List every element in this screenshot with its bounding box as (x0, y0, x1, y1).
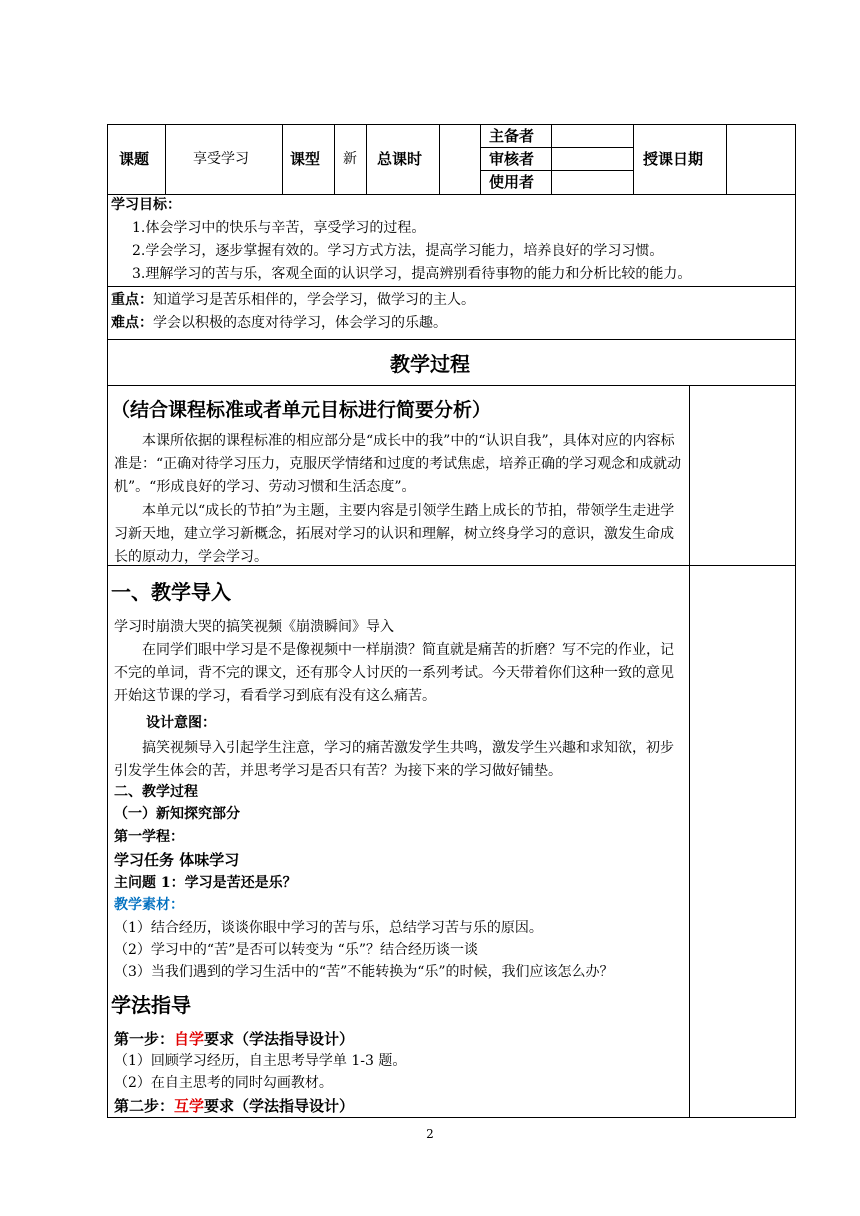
step-one-heading (114, 1028, 354, 1050)
grid-line (334, 124, 335, 194)
grid-line (366, 124, 367, 194)
main-question: 主问题 1：学习是苦还是乐？ (114, 875, 297, 891)
grid-line (107, 194, 796, 195)
material-label: 教学素材： (114, 897, 184, 913)
step-two-suffix: 要求（学法指导设计） (204, 1097, 355, 1115)
step-one-item: （1）回顾学习经历，自主思考导学单 1-3 题。 (114, 1053, 407, 1069)
material-item: （1）结合经历，谈谈你眼中学习的苦与乐，总结学习苦与乐的原因。 (114, 920, 543, 936)
teaching-date-label: 授课日期 (643, 150, 704, 168)
table-border-bottom (107, 1117, 796, 1118)
grid-line (480, 170, 634, 171)
intro-line: 学习时崩溃大哭的搞笑视频《崩溃瞬间》导入 (114, 619, 394, 635)
user-label: 使用者 (489, 173, 535, 191)
objective-item: 2.学会学习，逐步掌握有效的。学习方式方法，提高学习能力，培养良好的学习习惯。 (132, 243, 664, 259)
design-intent-label: 设计意图： (146, 715, 216, 731)
difficulty-label: 难点： (111, 315, 153, 331)
type-label: 课型 (290, 150, 321, 168)
grid-line (480, 124, 481, 194)
grid-line (480, 147, 634, 148)
first-stage-heading: 第一学程： (114, 829, 184, 845)
new-knowledge-heading: （一）新知探究部分 (114, 806, 240, 822)
grid-line (439, 124, 440, 194)
page-number: 2 (426, 1127, 434, 1141)
reviewer-label: 审核者 (489, 150, 535, 168)
step-one-self-study: 自学 (174, 1030, 205, 1048)
analysis-paragraph-2: 本单元以“成长的节拍”为主题，主要内容是引领学生踏上成长的节拍，带领学生走进学习新天地，建立学习新概念，拓展对学习的认识和理解，树立终身学习的意识，激发生命成长的原动力，学会学习。 (114, 503, 675, 565)
intro-paragraph: 在同学们眼中学习是不是像视频中一样崩溃？简直就是痛苦的折磨？写不完的作业，记不完的单词，背不完的课文，还有那令人讨厌的一系列考试。今天带着你们这种一致的意见开始这节课的学习，看看学习到底有没有这么痛苦。 (114, 642, 674, 704)
difficulty-point (111, 313, 447, 333)
step-two-prefix: 第二步： (114, 1097, 175, 1115)
grid-line (633, 124, 634, 194)
grid-line (282, 124, 283, 194)
analysis-heading: （结合课程标准或者单元目标进行简要分析） (111, 399, 492, 421)
topic-label: 课题 (119, 150, 150, 168)
difficulty-text: 学会以积极的态度对待学习，体会学习的乐趣。 (153, 315, 447, 331)
grid-line (689, 385, 690, 1118)
step-one-item: （2）在自主思考的同时勾画教材。 (114, 1075, 333, 1091)
design-intent-paragraph: 搞笑视频导入引起学生注意，学习的痛苦激发学生共鸣，激发学生兴趣和求知欲，初步引发学生体会的苦，并思考学习是否只有苦？为接下来的学习做好铺垫。 (114, 740, 674, 779)
step-two-mutual-study: 互学 (174, 1097, 205, 1115)
process-title: 教学过程 (390, 352, 470, 376)
learning-task-heading: 学习任务 体味学习 (114, 851, 240, 869)
grid-line (107, 385, 796, 386)
analysis-paragraph-1: 本课所依据的课程标准的相应部分是“成长中的我”中的“认识自我”，具体对应的内容标准是：“正确对待学习压力，克服厌学情绪和过度的考试焦虑，培养正确的学习观念和成就动机”。“形成良好的学习、劳动习惯和生活态度”。 (114, 433, 682, 495)
table-border-top (107, 124, 796, 125)
type-value: 新 (343, 151, 357, 167)
study-guide-heading: 学法指导 (111, 993, 191, 1017)
intro-heading: 一、教学导入 (111, 580, 231, 604)
material-item: （3）当我们遇到的学习生活中的“苦”不能转换为“乐”的时候，我们应该怎么办？ (114, 964, 614, 980)
topic-value: 享受学习 (193, 151, 249, 167)
grid-line (726, 124, 727, 194)
objective-item: 3.理解学习的苦与乐，客观全面的认识学习，提高辨别看待事物的能力和分析比较的能力。 (132, 266, 692, 282)
material-item: （2）学习中的“苦”是否可以转变为 “乐”？结合经历谈一谈 (114, 942, 478, 958)
preparer-label: 主备者 (489, 127, 535, 145)
key-point-text: 知道学习是苦乐相伴的，学会学习，做学习的主人。 (153, 292, 475, 308)
grid-line (107, 286, 796, 287)
total-hours-label: 总课时 (377, 150, 423, 168)
step-two-heading (114, 1095, 354, 1117)
step-one-suffix: 要求（学法指导设计） (204, 1030, 355, 1048)
grid-line (165, 124, 166, 194)
teaching-process-heading: 二、教学过程 (114, 784, 198, 800)
table-border-left (107, 124, 108, 1118)
key-point-label: 重点： (111, 292, 153, 308)
grid-line (551, 124, 552, 194)
table-border-right (795, 124, 796, 1118)
grid-line (107, 339, 796, 340)
objective-item: 1.体会学习中的快乐与辛苦，享受学习的过程。 (132, 220, 426, 236)
key-point (111, 290, 475, 310)
objectives-title: 学习目标： (111, 197, 181, 213)
step-one-prefix: 第一步： (114, 1030, 175, 1048)
